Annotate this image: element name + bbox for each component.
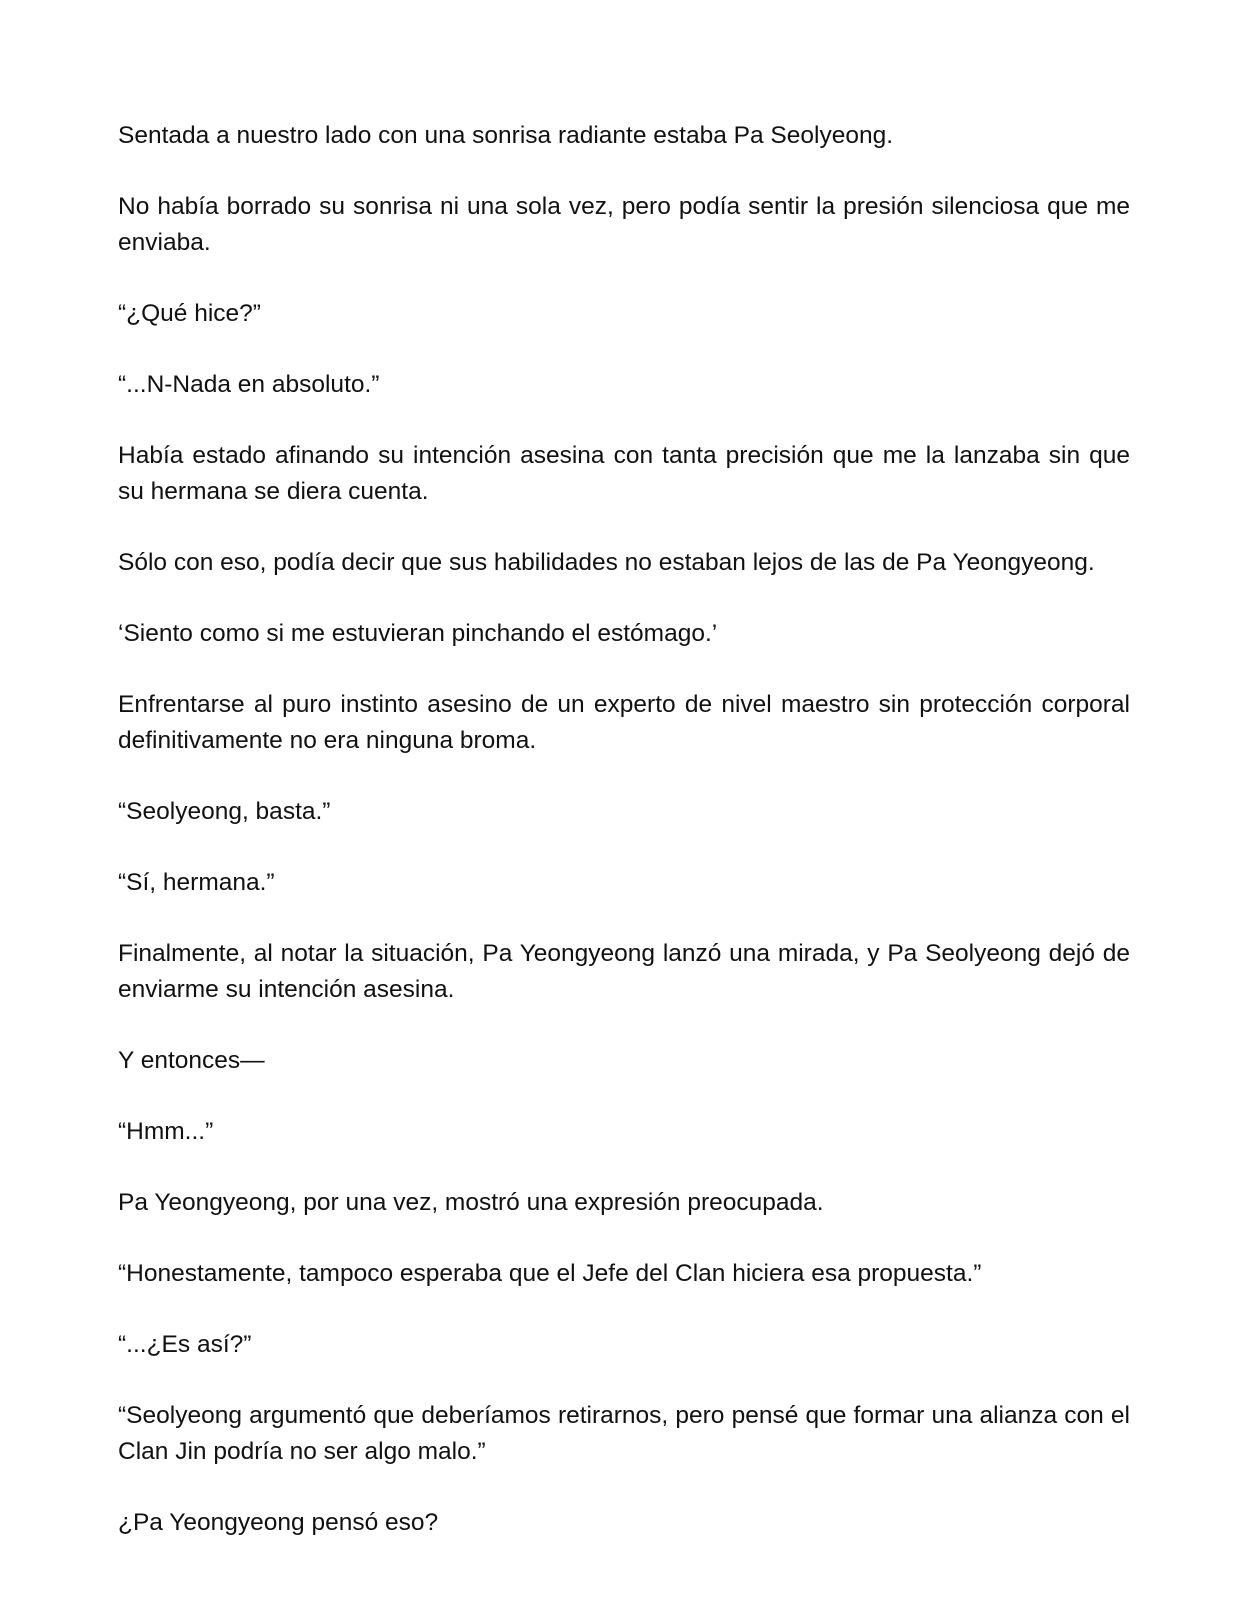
paragraph: “...N-Nada en absoluto.” — [118, 371, 380, 398]
paragraph: “...¿Es así?” — [118, 1331, 252, 1358]
paragraph: Y entonces— — [118, 1047, 265, 1074]
paragraph: “Sí, hermana.” — [118, 869, 275, 896]
paragraph: “Seolyeong, basta.” — [118, 798, 331, 825]
paragraph: Sólo con eso, podía decir que sus habilidades no estaban lejos de las de Pa Yeongyeong. — [118, 549, 1095, 576]
paragraph: ‘Siento como si me estuvieran pinchando el estómago.’ — [118, 620, 718, 647]
paragraph: No había borrado su sonrisa ni una sola vez, pero podía sentir la presión silenciosa que me enviaba. — [118, 193, 1130, 256]
paragraph: Sentada a nuestro lado con una sonrisa radiante estaba Pa Seolyeong. — [118, 122, 894, 149]
paragraph: Pa Yeongyeong, por una vez, mostró una expresión preocupada. — [118, 1189, 824, 1216]
paragraph: Enfrentarse al puro instinto asesino de un experto de nivel maestro sin protección corporal definitivamente no era ninguna broma. — [118, 691, 1130, 754]
paragraph: “Hmm...” — [118, 1118, 214, 1145]
text-body — [118, 118, 1130, 1576]
paragraph: ¿Pa Yeongyeong pensó eso? — [118, 1509, 439, 1536]
paragraph: “Seolyeong argumentó que deberíamos retirarnos, pero pensé que formar una alianza con el Clan Jin podría no ser algo malo.” — [118, 1402, 1130, 1465]
paragraph: “¿Qué hice?” — [118, 300, 261, 327]
paragraph: Finalmente, al notar la situación, Pa Yeongyeong lanzó una mirada, y Pa Seolyeong dejó de enviarme su intención asesina. — [118, 940, 1130, 1003]
paragraph: “Honestamente, tampoco esperaba que el Jefe del Clan hiciera esa propuesta.” — [118, 1260, 982, 1287]
paragraph: Había estado afinando su intención asesina con tanta precisión que me la lanzaba sin que su hermana se diera cuenta. — [118, 442, 1130, 505]
